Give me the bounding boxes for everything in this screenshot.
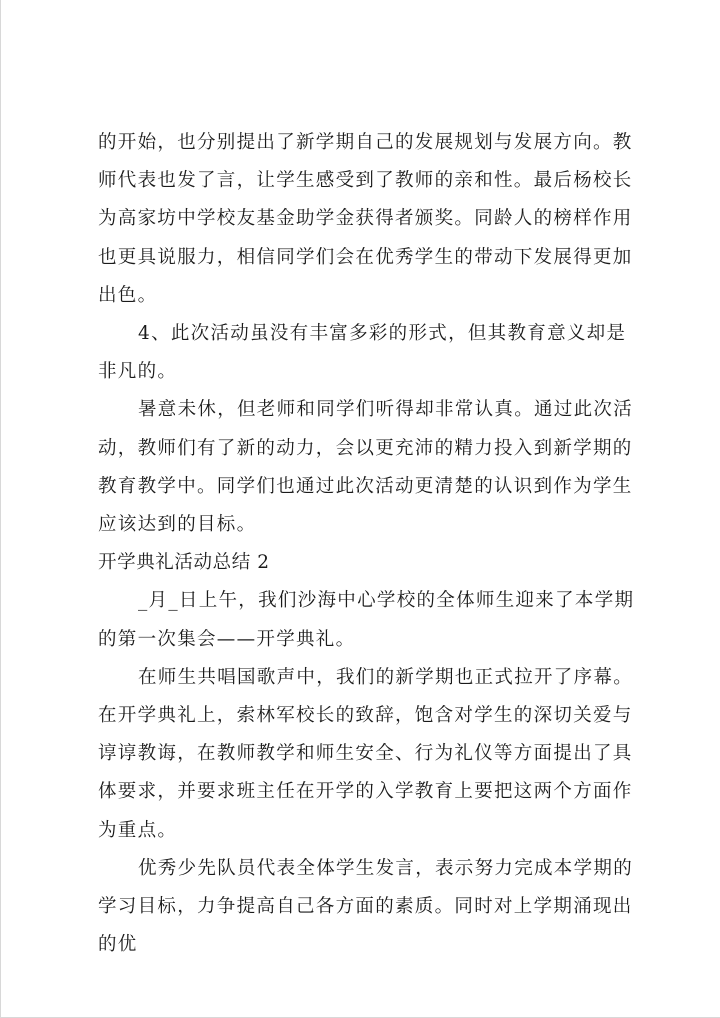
paragraph-continuation: 的开始，也分别提出了新学期自己的发展规划与发展方向。教师代表也发了言，让学生感受到了教师的亲和性。最后杨校长为高家坊中学校友基金助学金获得者颁奖。同龄人的榜样作用也更具说服力，相信同学们会在优秀学生的带动下发展得更加出色。 [98,132,633,306]
section-heading: 开学典礼活动总结 2 [98,552,270,574]
paragraph-ceremony: 在师生共唱国歌声中，我们的新学期也正式拉开了序幕。在开学典礼上，索林军校长的致辞，饱含对学生的深切关爱与谆谆教诲，在教师教学和师生安全、行为礼仪等方面提出了具体要求，并要求班主任在开学的入学教育上要把这两个方面作为重点。 [98,666,634,841]
paragraph-point-4: 4、此次活动虽没有丰富多彩的形式，但其教育意义却是非凡的。 [98,323,627,383]
paragraph-intro: _月_日上午，我们沙海中心学校的全体师生迎来了本学期的第一次集会——开学典礼。 [98,590,635,650]
paragraph-conclusion: 暑意未休，但老师和同学们听得却非常认真。通过此次活动，教师们有了新的动力，会以更充沛的精力投入到新学期的教育教学中。同学们也通过此次活动更清楚的认识到作为学生应该达到的目标。 [98,399,634,536]
paragraph-student-speech: 优秀少先队员代表全体学生发言，表示努力完成本学期的学习目标，力争提高自己各方面的素质。同时对上学期涌现出的优 [98,857,634,956]
document-body [98,124,640,964]
